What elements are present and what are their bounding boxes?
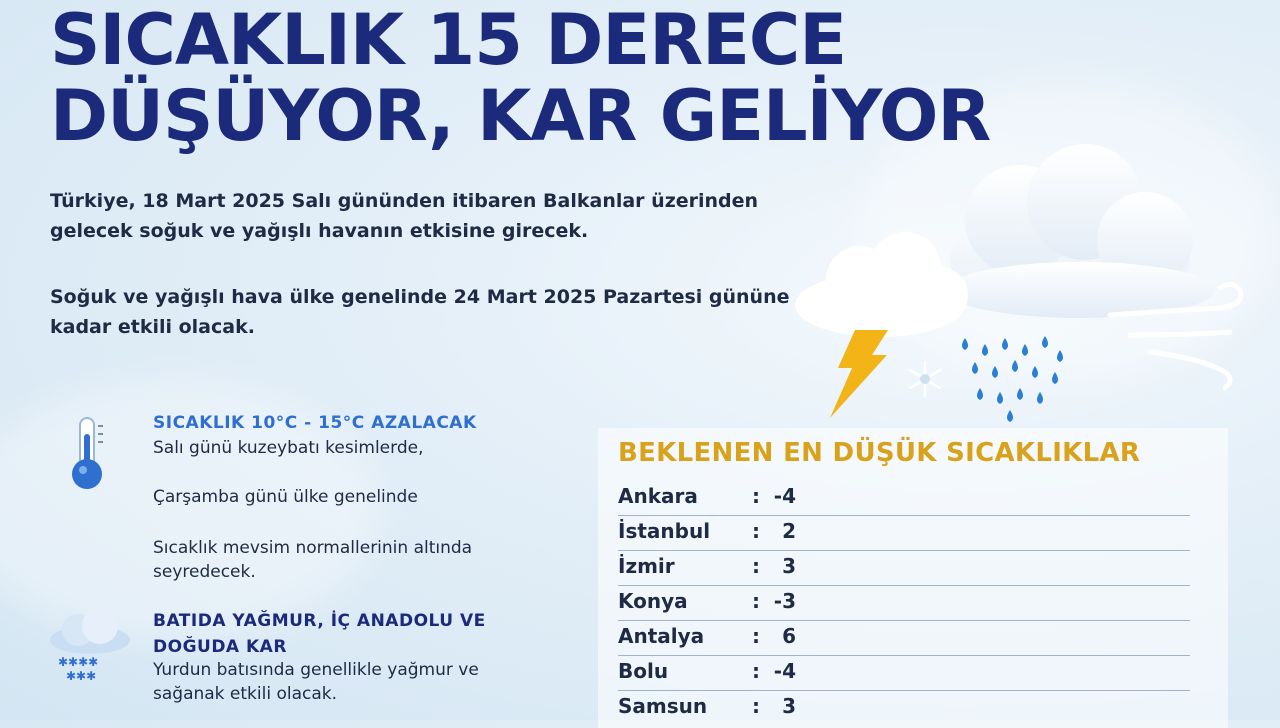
thermometer-icon <box>62 414 112 494</box>
title-line-1: SICAKLIK 15 DERECE <box>50 0 847 81</box>
city-name: Antalya <box>618 624 705 648</box>
lightning-icon <box>830 330 888 418</box>
temperature-value: 2 <box>782 519 796 543</box>
city-name: Bolu <box>618 659 669 683</box>
svg-text:✱✱✱: ✱✱✱ <box>66 669 97 683</box>
section2-title: BATIDA YAĞMUR, İÇ ANADOLU VE DOĞUDA KAR <box>153 611 486 657</box>
separator: : <box>752 554 760 578</box>
min-temperature-table <box>598 428 1228 728</box>
city-name: Samsun <box>618 694 708 718</box>
section2-text: Yurdun batısında genellikle yağmur ve sağanak etkili olacak. <box>153 660 479 704</box>
temperature-value: 3 <box>782 694 796 718</box>
table-row <box>618 620 1190 656</box>
section1-line1: Salı günü kuzeybatı kesimlerde, <box>153 438 424 458</box>
title-line-2: DÜŞÜYOR, KAR GELİYOR <box>50 75 991 157</box>
table-row <box>618 655 1190 691</box>
cloud-icon <box>945 144 1215 318</box>
table-row <box>618 585 1190 621</box>
table-title: BEKLENEN EN DÜŞÜK SICAKLIKLAR <box>618 438 1141 468</box>
separator: : <box>752 484 760 508</box>
temperature-value: -4 <box>773 659 796 683</box>
svg-text:✱✱✱✱: ✱✱✱✱ <box>58 655 99 669</box>
temperature-value: 6 <box>782 624 796 648</box>
city-name: Konya <box>618 589 688 613</box>
intro-paragraph-2: Soğuk ve yağışlı hava ülke genelinde 24 Mart 2025 Pazartesi gününe kadar etkili olacak. <box>50 286 790 338</box>
small-cloud-icon <box>795 232 968 337</box>
city-name: İstanbul <box>618 519 711 543</box>
section1-line3: Sıcaklık mevsim normallerinin altında seyredecek. <box>153 538 473 582</box>
separator: : <box>752 624 760 648</box>
page-title <box>50 0 991 157</box>
raindrops-icon <box>962 336 1063 422</box>
section1-line2: Çarşamba günü ülke genelinde <box>153 487 418 507</box>
table-row <box>618 480 1190 516</box>
table-row <box>618 515 1190 551</box>
snow-cloud-icon <box>44 606 136 686</box>
temperature-value: -4 <box>773 484 796 508</box>
separator: : <box>752 589 760 613</box>
separator: : <box>752 659 760 683</box>
separator: : <box>752 519 760 543</box>
intro-paragraph-1: Türkiye, 18 Mart 2025 Salı gününden itibaren Balkanlar üzerinden gelecek soğuk ve yağışlı havanın etkisine girecek. <box>50 190 759 242</box>
table-row <box>618 550 1190 586</box>
section1-title: SICAKLIK 10°C - 15°C AZALACAK <box>153 413 477 433</box>
storm-cloud-illustration <box>780 140 1260 430</box>
city-name: Ankara <box>618 484 698 508</box>
separator: : <box>752 694 760 718</box>
snowflake-icon <box>910 362 940 396</box>
city-name: İzmir <box>618 554 675 578</box>
temperature-value: -3 <box>773 589 796 613</box>
temperature-value: 3 <box>782 554 796 578</box>
